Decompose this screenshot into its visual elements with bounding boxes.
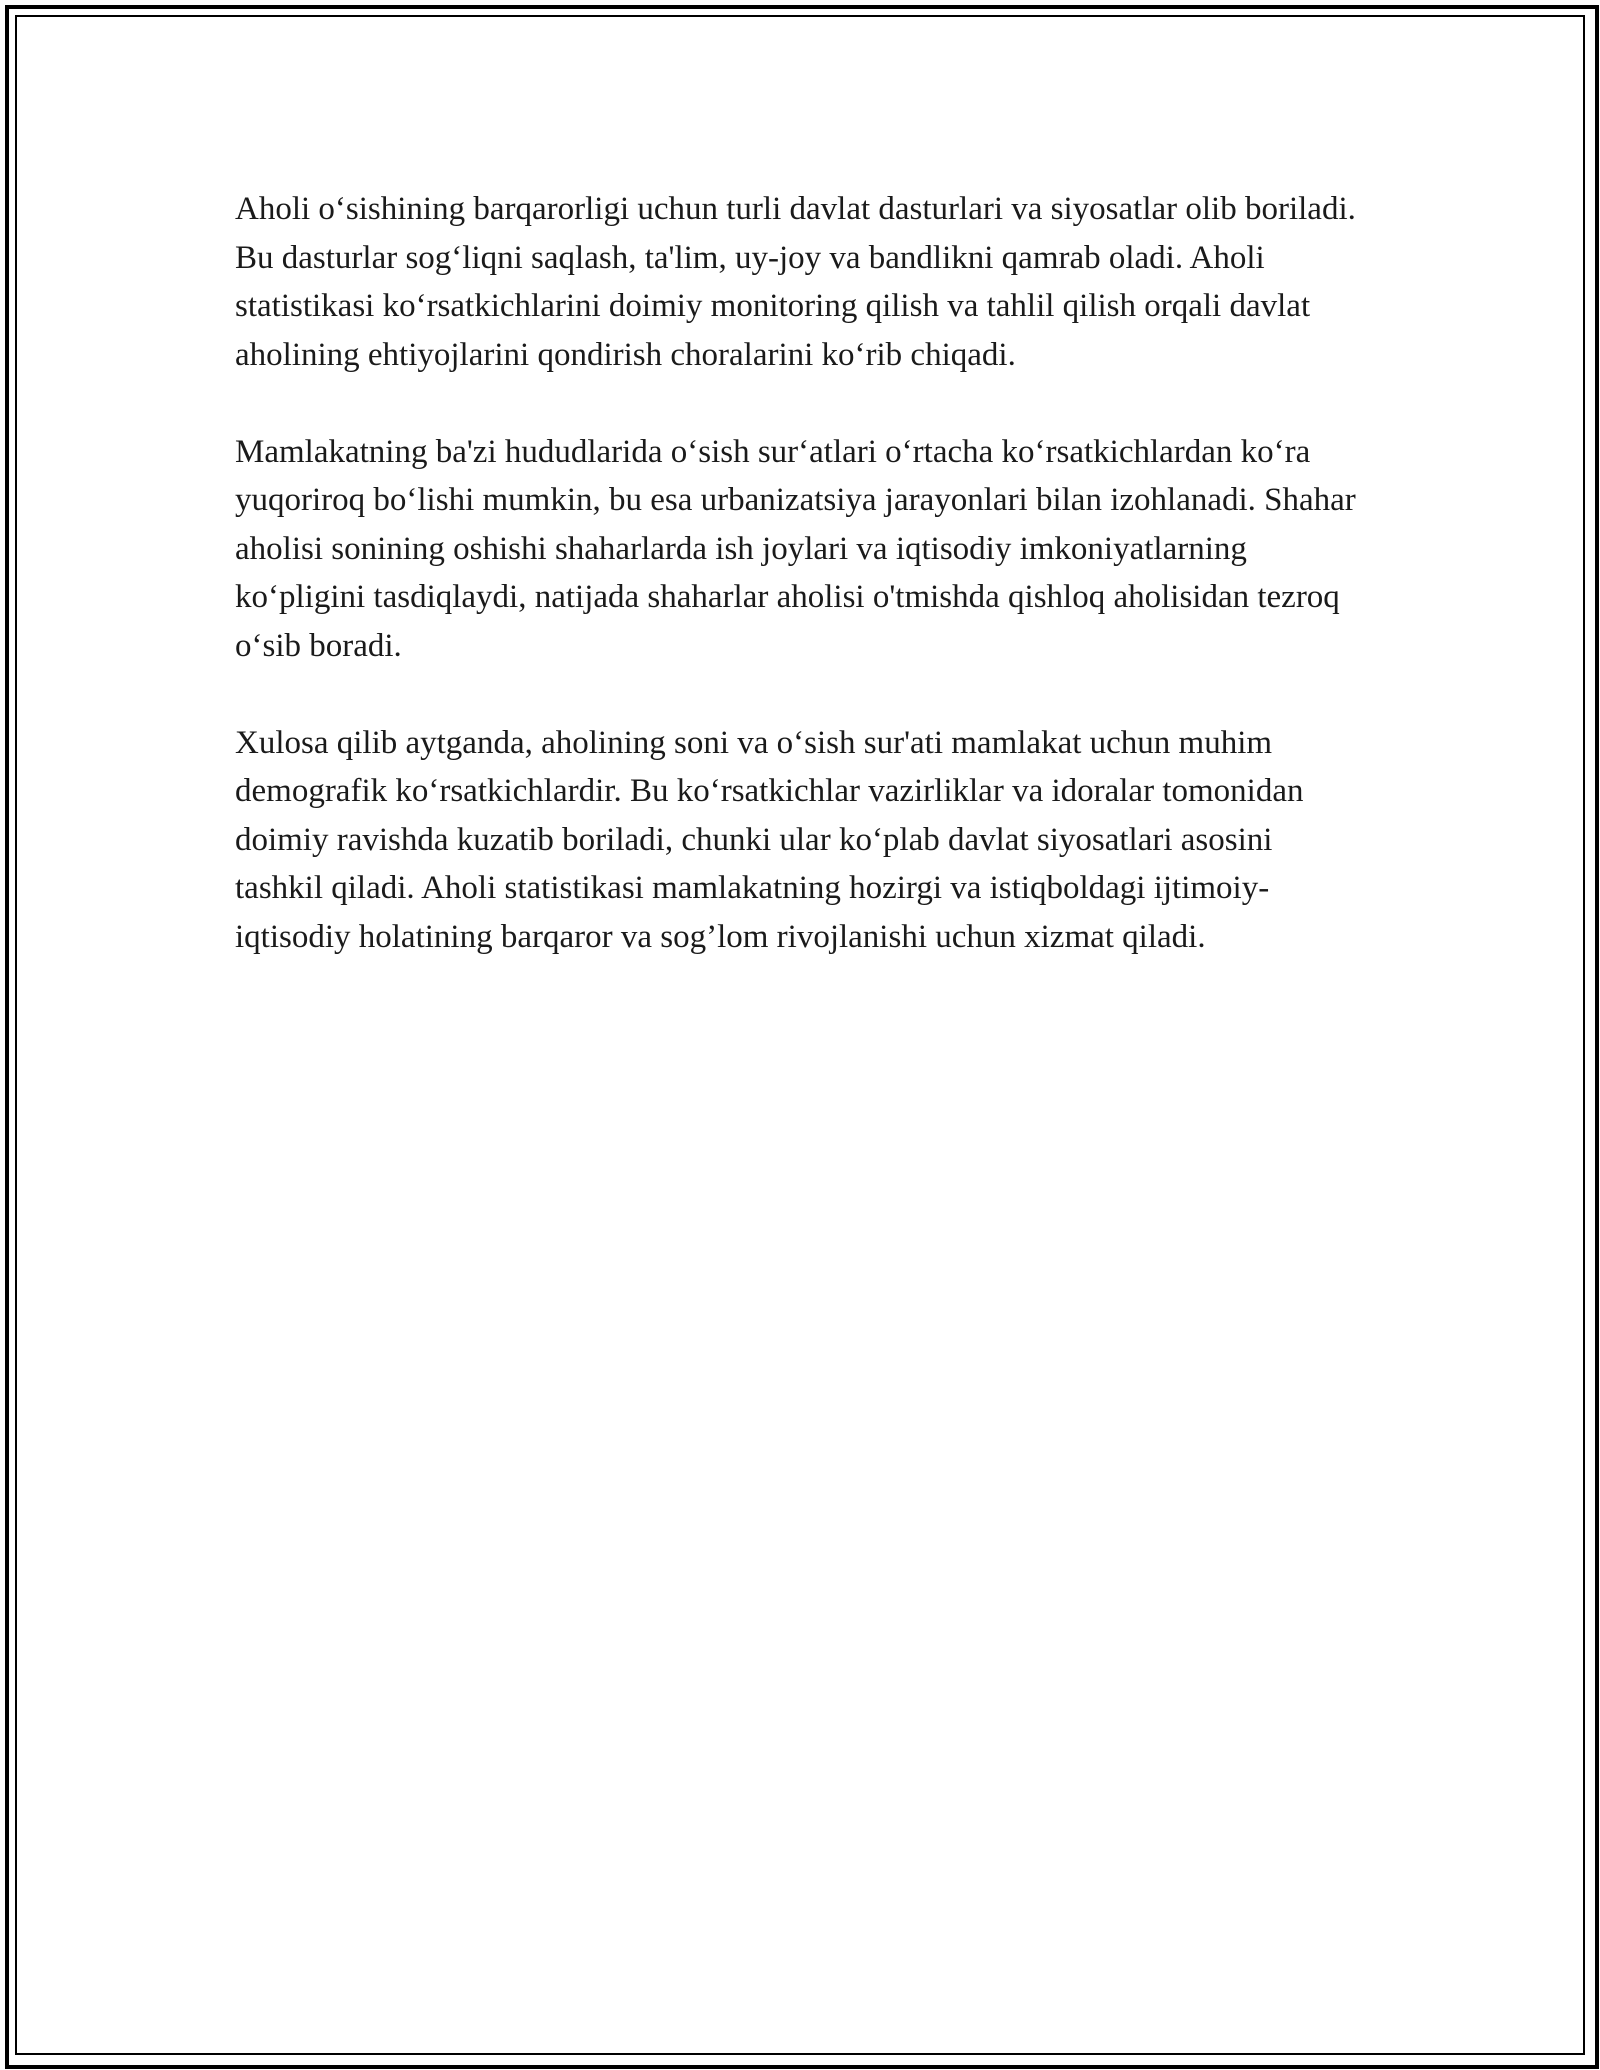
- document-body: [235, 185, 1365, 1010]
- paragraph-3: Xulosa qilib aytganda, aholining soni va o‘sish sur'ati mamlakat uchun muhim demografik ko‘rsatkichlardir. Bu ko‘rsatkichlar vazirliklar va idoralar tomonidan doimiy ravishda kuzatib boriladi, chunki ular ko‘plab davlat siyosatlari asosini tashkil qiladi. Aholi statistikasi mamlakatning hozirgi va istiqboldagi ijtimoiy-iqtisodiy holatining barqaror va sog’lom rivojlanishi uchun xizmat qiladi.: [235, 724, 1304, 955]
- paragraph-1: Aholi o‘sishining barqarorligi uchun turli davlat dasturlari va siyosatlar olib boriladi. Bu dasturlar sog‘liqni saqlash, ta'lim, uy-joy va bandlikni qamrab oladi. Aholi statistikasi ko‘rsatkichlarini doimiy monitoring qilish va tahlil qilish orqali davlat aholining ehtiyojlarini qondirish choralarini ko‘rib chiqadi.: [235, 191, 1356, 373]
- paragraph-2: Mamlakatning ba'zi hududlarida o‘sish sur‘atlari o‘rtacha ko‘rsatkichlardan ko‘ra yuqoriroq bo‘lishi mumkin, bu esa urbanizatsiya jarayonlari bilan izohlanadi. Shahar aholisi sonining oshishi shaharlarda ish joylari va iqtisodiy imkoniyatlarning ko‘pligini tasdiqlaydi, natijada shaharlar aholisi o'tmishda qishloq aholisidan tezroq o‘sib boradi.: [235, 433, 1356, 664]
